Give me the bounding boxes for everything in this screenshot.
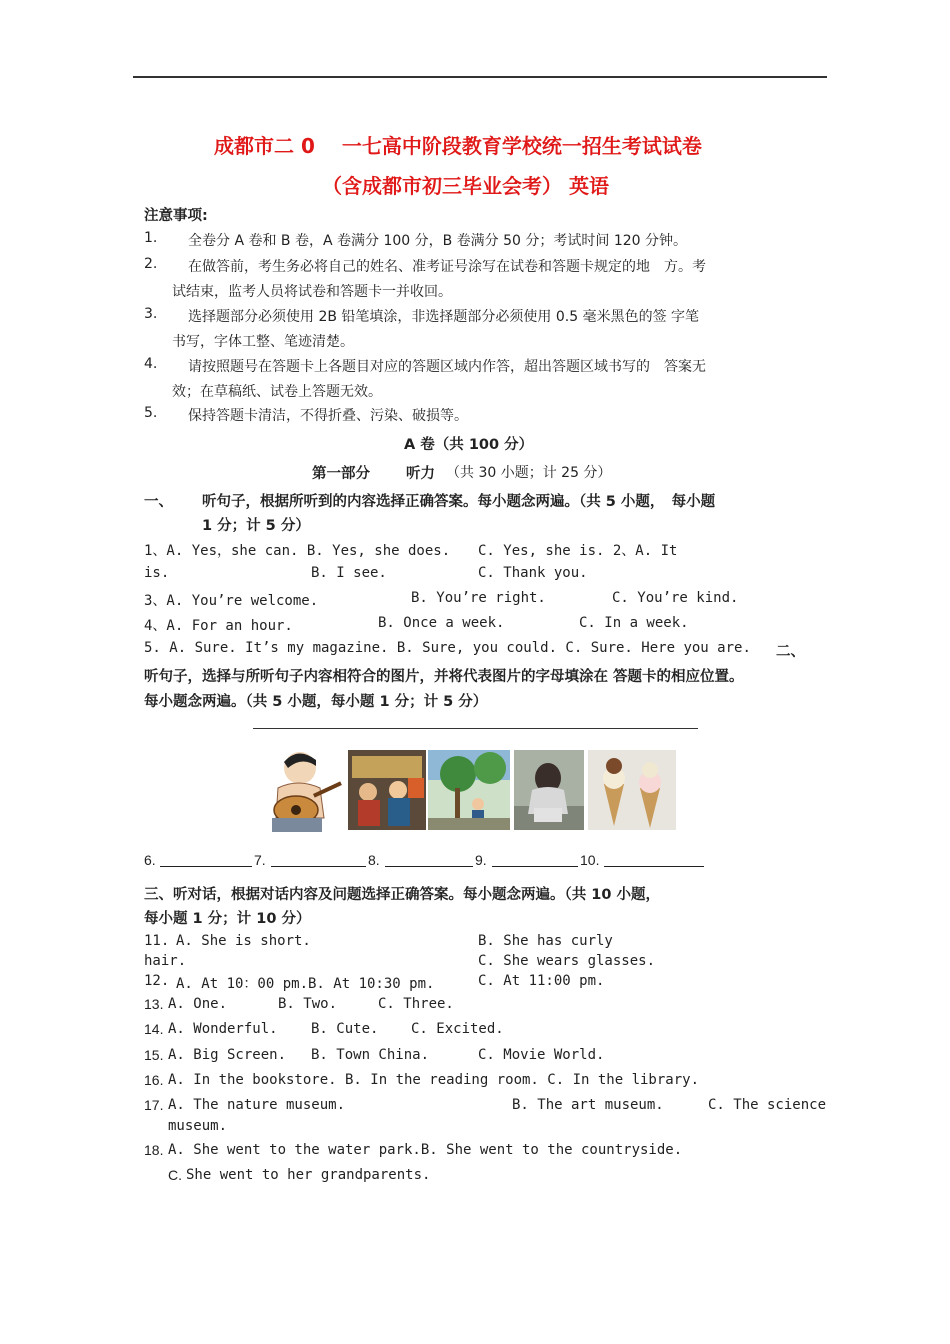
q11-option-c: C. She wears glasses. bbox=[478, 953, 656, 969]
picture-guitar-player bbox=[272, 752, 342, 832]
q3-heading-line1: 三、听对话，根据对话内容及问题选择正确答案。每小题念两遍。（共 10 小题， bbox=[144, 887, 661, 903]
notice-item-2-line1: 在做答前，考生务必将自己的姓名、准考证号涂写在试卷和答题卡规定的地 方。考 bbox=[188, 259, 706, 275]
q1-row1-a: 1、A. Yes，she can. B. Yes, she does. bbox=[144, 543, 451, 559]
q11-option-a: A. She is short. bbox=[176, 933, 311, 949]
notice-item-2-line2: 试结束，监考人员将试卷和答题卡一并收回。 bbox=[172, 284, 452, 300]
q1-row4-a: 4、A. For an hour. bbox=[144, 618, 293, 634]
answer-blank-9[interactable] bbox=[492, 852, 578, 867]
q17-option-c-cont: museum. bbox=[168, 1118, 228, 1134]
q16-options: A. In the bookstore. B. In the reading room. C. In the library. bbox=[168, 1072, 700, 1088]
q1-row3-c: C. You’re kind. bbox=[612, 590, 739, 606]
notice-item-3-line2: 书写，字体工整、笔迹清楚。 bbox=[172, 334, 354, 350]
exam-subtitle: （含成都市初三毕业会考） 英语 bbox=[322, 174, 609, 198]
q13-option-a: A. One. bbox=[168, 996, 228, 1012]
picture-top-rule bbox=[253, 728, 698, 729]
notice-num-4: 4. bbox=[144, 356, 158, 372]
q14-option-a: A. Wonderful. bbox=[168, 1021, 278, 1037]
q1-row5-a: 5. A. Sure. It’s my magazine. B. Sure, you could. C. Sure. Here you are. bbox=[144, 640, 751, 656]
notice-item-1: 全卷分 A 卷和 B 卷，A 卷满分 100 分，B 卷满分 50 分；考试时间 120 分钟。 bbox=[188, 233, 688, 249]
q1-row2-c: C. Thank you. bbox=[478, 565, 588, 581]
picture-classroom bbox=[348, 750, 426, 830]
q15-option-a: A. Big Screen. bbox=[168, 1047, 287, 1063]
q1-heading-line2: 1 分；计 5 分） bbox=[202, 518, 310, 534]
q18-num: 18. bbox=[144, 1142, 164, 1158]
notice-item-3-line1: 选择题部分必须使用 2B 铅笔填涂，非选择题部分必须使用 0.5 毫米黑色的签 字笔 bbox=[188, 309, 700, 325]
notice-num-3: 3. bbox=[144, 306, 158, 322]
blank-label-10: 10. bbox=[580, 852, 600, 868]
q16-num: 16. bbox=[144, 1072, 164, 1088]
q18-options-ab: A. She went to the water park.B. She went to the countryside. bbox=[168, 1142, 683, 1158]
part1-detail: （共 30 小题；计 25 分） bbox=[446, 465, 612, 481]
section-a-heading: A 卷（共 100 分） bbox=[404, 437, 534, 453]
q12-num: 12. bbox=[144, 973, 170, 989]
q1-row4-b: B. Once a week. bbox=[378, 615, 505, 631]
part1-label: 第一部分 bbox=[312, 466, 370, 482]
q1-row4-c: C. In a week. bbox=[579, 615, 689, 631]
q14-num: 14. bbox=[144, 1021, 164, 1037]
q17-option-a: A. The nature museum. bbox=[168, 1097, 346, 1113]
q12-option-c: C. At 11:00 pm. bbox=[478, 973, 605, 989]
answer-blank-6[interactable] bbox=[160, 852, 252, 867]
q11-option-b: B. She has curly bbox=[478, 933, 613, 949]
part1-title: 听力 bbox=[406, 466, 435, 482]
q14-option-c: C. Excited. bbox=[411, 1021, 504, 1037]
q18-option-c-label: C. bbox=[168, 1167, 182, 1183]
notice-item-5: 保持答题卡清洁，不得折叠、污染、破损等。 bbox=[188, 408, 468, 424]
q15-option-c: C. Movie World. bbox=[478, 1047, 605, 1063]
q11-num: 11. bbox=[144, 933, 170, 949]
notice-num-2: 2. bbox=[144, 256, 158, 272]
q11-option-b-cont: hair. bbox=[144, 953, 187, 969]
q13-option-c: C. Three. bbox=[378, 996, 454, 1012]
q1-row2-a: is. bbox=[144, 565, 170, 581]
picture-ice-cream bbox=[588, 750, 676, 830]
answer-blank-8[interactable] bbox=[385, 852, 473, 867]
q1-heading-num: 一、 bbox=[144, 494, 173, 510]
q17-option-c: C. The science bbox=[708, 1097, 827, 1113]
q2-heading-line3: 每小题念两遍。（共 5 小题，每小题 1 分；计 5 分） bbox=[144, 694, 488, 710]
q15-option-b: B. Town China. bbox=[311, 1047, 430, 1063]
q18-option-c: She went to her grandparents. bbox=[186, 1167, 431, 1183]
notice-item-4-line2: 效；在草稿纸、试卷上答题无效。 bbox=[172, 384, 382, 400]
q15-num: 15. bbox=[144, 1047, 164, 1063]
notice-num-1: 1. bbox=[144, 230, 158, 246]
q1-row1-b: C. Yes, she is. 2、A. It bbox=[478, 543, 678, 559]
answer-blank-7[interactable] bbox=[271, 852, 366, 867]
blank-label-8: 8. bbox=[368, 852, 380, 868]
picture-park bbox=[428, 750, 510, 830]
q1-heading-line1: 听句子，根据所听到的内容选择正确答案。每小题念两遍。（共 5 小题， 每小题 bbox=[202, 494, 716, 510]
top-rule bbox=[133, 76, 827, 78]
blank-label-7: 7. bbox=[254, 852, 266, 868]
q2-heading-start: 二、 bbox=[776, 644, 805, 660]
notice-num-5: 5. bbox=[144, 405, 158, 421]
blank-label-9: 9. bbox=[475, 852, 487, 868]
q2-heading-line2: 听句子，选择与所听句子内容相符合的图片，并将代表图片的字母填涂在 答题卡的相应位置。 bbox=[144, 669, 744, 685]
q17-num: 17. bbox=[144, 1097, 164, 1113]
q3-heading-line2: 每小题 1 分；计 10 分） bbox=[144, 911, 311, 927]
notice-item-4-line1: 请按照题号在答题卡上各题目对应的答题区域内作答，超出答题区域书写的 答案无 bbox=[188, 359, 706, 375]
q1-row3-a: 3、A. You’re welcome. bbox=[144, 593, 319, 609]
q13-num: 13. bbox=[144, 996, 164, 1012]
listening-pictures bbox=[258, 748, 678, 832]
q12-option-ab: A. At 10：00 pm.B. At 10:30 pm. bbox=[176, 976, 435, 992]
answer-blank-10[interactable] bbox=[604, 852, 704, 867]
picture-sitting-girl bbox=[514, 750, 584, 830]
q17-option-b: B. The art museum. bbox=[512, 1097, 664, 1113]
q14-option-b: B. Cute. bbox=[311, 1021, 379, 1037]
q13-option-b: B. Two. bbox=[278, 996, 338, 1012]
blank-label-6: 6. bbox=[144, 852, 156, 868]
q1-row3-b: B. You’re right. bbox=[411, 590, 546, 606]
notice-heading: 注意事项: bbox=[144, 208, 208, 224]
exam-title: 成都市二 0 一七高中阶段教育学校统一招生考试试卷 bbox=[214, 134, 702, 158]
q1-row2-b: B. I see. bbox=[311, 565, 387, 581]
